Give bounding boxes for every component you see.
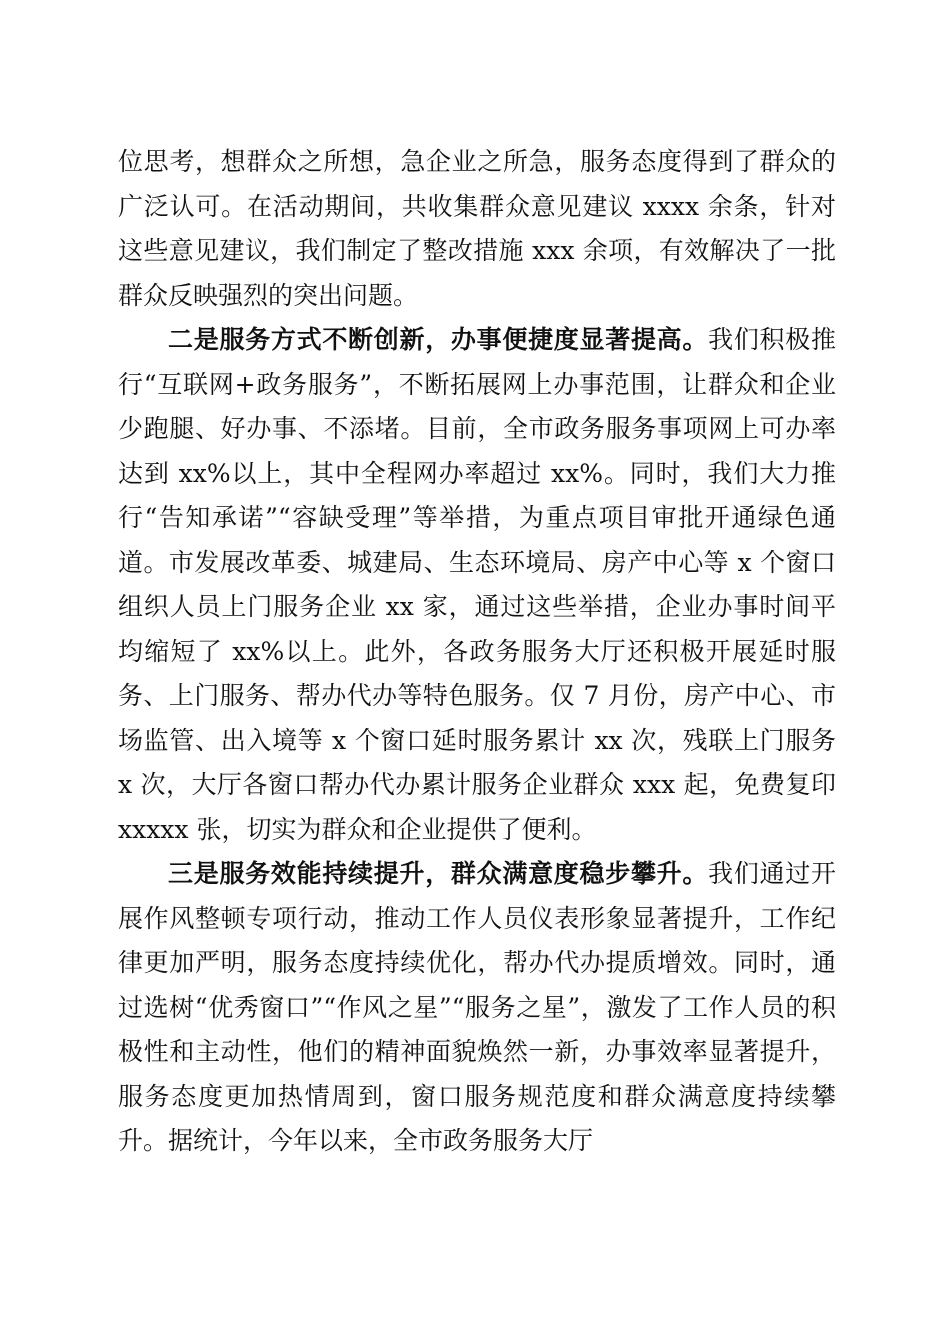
paragraph-text: 我们积极推行“互联网+政务服务”，不断拓展网上办事范围，让群众和企业少跑腿、好办事、不添堵。目前，全市政务服务事项网上可办率达到 xx%以上，其中全程网办率超过 xx%。同时，我们大力推行“告知承诺”“容缺受理”等举措，为重点项目审批开通绿色通道。市发展改革委、城建局、生态环境局、房产中心等 x 个窗口组织人员上门服务企业 xx 家，通过这些举措，企业办事时间平均缩短了 xx%以上。此外，各政务服务大厅还积极开展延时服务、上门服务、帮办代办等特色服务。仅 7 月份，房产中心、市场监管、出入境等 x 个窗口延时服务累计 xx 次，残联上门服务 x 次，大厅各窗口帮办代办累计服务企业群众 xxx 起，免费复印 xxxxx 张，切实为群众和企业提供了便利。 xyxy=(118,325,836,844)
paragraph-text: 我们通过开展作风整顿专项行动，推动工作人员仪表形象显著提升，工作纪律更加严明，服务态度持续优化，帮办代办提质增效。同时，通过选树“优秀窗口”“作风之星”“服务之星”，激发了工作人员的积极性和主动性，他们的精神面貌焕然一新，办事效率显著提升，服务态度更加热情周到，窗口服务规范度和群众满意度持续攀升。据统计，今年以来，全市政务服务大厅 xyxy=(118,859,836,1155)
paragraph-service-efficiency xyxy=(118,852,836,1164)
document-body xyxy=(118,140,836,1164)
paragraph-text: 位思考，想群众之所想，急企业之所急，服务态度得到了群众的广泛认可。在活动期间，共收集群众意见建议 xxxx 余条，针对这些意见建议，我们制定了整改措施 xxx 余项，有效解决了一批群众反映强烈的突出问题。 xyxy=(118,147,836,310)
paragraph-lead-heading: 三是服务效能持续提升，群众满意度稳步攀升。 xyxy=(168,859,709,888)
paragraph-service-innovation xyxy=(118,318,836,852)
paragraph-lead-heading: 二是服务方式不断创新，办事便捷度显著提高。 xyxy=(168,325,709,354)
paragraph-continuation xyxy=(118,140,836,318)
